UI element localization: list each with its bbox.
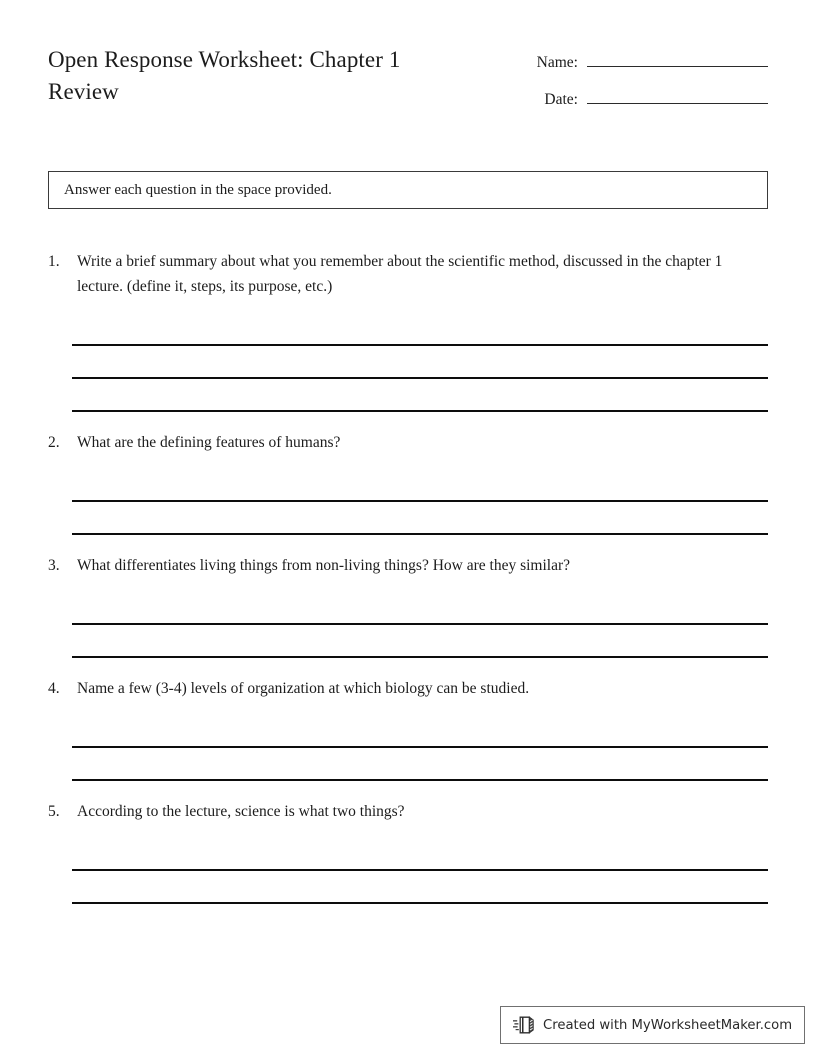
answer-lines-group [48, 313, 768, 412]
answer-lines-group [48, 715, 768, 781]
questions-list [48, 249, 768, 922]
question-block [48, 676, 768, 781]
question-row [48, 553, 768, 578]
question-block [48, 553, 768, 658]
name-label: Name: [536, 54, 578, 71]
question-text: According to the lecture, science is what two things? [77, 803, 405, 820]
answer-lines-group [48, 469, 768, 535]
question-block [48, 430, 768, 535]
question-text: Name a few (3-4) levels of organization at which biology can be studied. [77, 680, 530, 697]
question-number: 5. [48, 803, 60, 820]
answer-line[interactable] [72, 379, 768, 412]
answer-lines-group [48, 592, 768, 658]
question-row [48, 676, 768, 701]
date-input-line[interactable] [587, 89, 768, 104]
answer-line[interactable] [72, 715, 768, 748]
worksheet-maker-logo-icon [513, 1014, 535, 1036]
question-text: Write a brief summary about what you remember about the scientific method, discussed in the chapter 1 lecture. (define it, steps, its purpose, etc.) [77, 253, 723, 295]
page-title: Open Response Worksheet: Chapter 1 Review [48, 47, 401, 104]
date-label: Date: [544, 91, 578, 108]
answer-line[interactable] [72, 838, 768, 871]
footer-attribution-badge[interactable] [500, 1006, 805, 1044]
question-number: 1. [48, 253, 60, 270]
question-text: What differentiates living things from non-living things? How are they similar? [77, 557, 571, 574]
question-block [48, 249, 768, 412]
answer-line[interactable] [72, 313, 768, 346]
answer-line[interactable] [72, 346, 768, 379]
footer-attribution-text: Created with MyWorksheetMaker.com [543, 1017, 793, 1033]
question-row [48, 249, 768, 299]
question-row [48, 799, 768, 824]
answer-line[interactable] [72, 592, 768, 625]
name-date-fields [528, 52, 768, 126]
answer-line[interactable] [72, 502, 768, 535]
name-field-row [528, 52, 768, 89]
question-block [48, 799, 768, 904]
answer-line[interactable] [72, 625, 768, 658]
answer-line[interactable] [72, 469, 768, 502]
instructions-box [48, 171, 768, 209]
question-number: 2. [48, 434, 60, 451]
answer-line[interactable] [72, 871, 768, 904]
question-row [48, 430, 768, 455]
date-field-row [528, 89, 768, 126]
question-number: 3. [48, 557, 60, 574]
question-number: 4. [48, 680, 60, 697]
answer-lines-group [48, 838, 768, 904]
answer-line[interactable] [72, 748, 768, 781]
worksheet-header [48, 44, 768, 126]
name-input-line[interactable] [587, 52, 768, 67]
question-text: What are the defining features of humans? [77, 434, 341, 451]
instructions-text: Answer each question in the space provided. [64, 181, 332, 198]
